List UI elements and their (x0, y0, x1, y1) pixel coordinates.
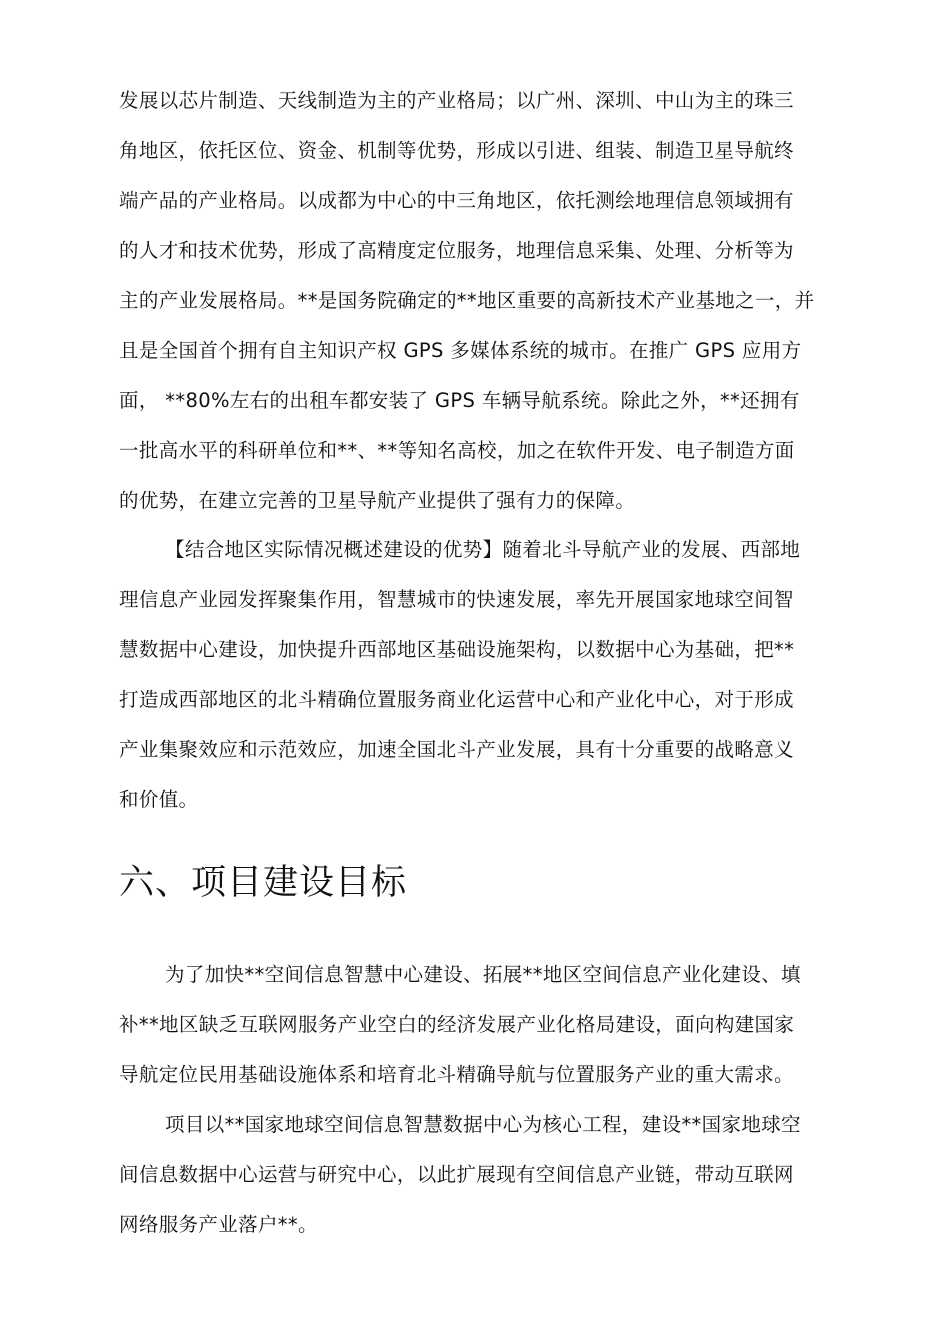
text-line: 主的产业发展格局。**是国务院确定的**地区重要的高新技术产业基地之一，并 (119, 289, 815, 312)
text-line: 的人才和技术优势，形成了高精度定位服务，地理信息采集、处理、分析等为 (119, 239, 794, 262)
text-line: 产业集聚效应和示范效应，加速全国北斗产业发展，具有十分重要的战略意义 (119, 738, 794, 761)
text-line: 慧数据中心建设，加快提升西部地区基础设施架构，以数据中心为基础，把** (119, 638, 795, 661)
text-line: 间信息数据中心运营与研究中心，以此扩展现有空间信息产业链，带动互联网 (119, 1163, 794, 1186)
text-line: 发展以芯片制造、天线制造为主的产业格局；以广州、深圳、中山为主的珠三 (119, 89, 794, 112)
text-line: 补**地区缺乏互联网服务产业空白的经济发展产业化格局建设，面向构建国家 (119, 1013, 795, 1036)
text-line: 的优势，在建立完善的卫星导航产业提供了强有力的保障。 (119, 489, 636, 512)
text-line: 为了加快**空间信息智慧中心建设、拓展**地区空间信息产业化建设、填 (165, 963, 801, 986)
section-heading: 六、项目建设目标 (119, 863, 408, 903)
text-line: 角地区，依托区位、资金、机制等优势，形成以引进、组装、制造卫星导航终 (119, 139, 794, 162)
text-line: 导航定位民用基础设施体系和培育北斗精确导航与位置服务产业的重大需求。 (119, 1063, 794, 1086)
text-line: 端产品的产业格局。以成都为中心的中三角地区，依托测绘地理信息领域拥有 (119, 189, 794, 212)
text-line: 理信息产业园发挥聚集作用，智慧城市的快速发展，率先开展国家地球空间智 (119, 588, 794, 611)
text-line: 面， **80%左右的出租车都安装了 GPS 车辆导航系统。除此之外，**还拥有 (119, 389, 800, 412)
text-line: 网络服务产业落户**。 (119, 1213, 318, 1236)
text-line: 一批高水平的科研单位和**、**等知名高校，加之在软件开发、电子制造方面 (119, 439, 795, 462)
text-line: 【结合地区实际情况概述建设的优势】随着北斗导航产业的发展、西部地 (165, 538, 801, 561)
text-line: 项目以**国家地球空间信息智慧数据中心为核心工程，建设**国家地球空 (165, 1113, 801, 1136)
text-line: 打造成西部地区的北斗精确位置服务商业化运营中心和产业化中心，对于形成 (119, 688, 794, 711)
text-line: 和价值。 (119, 788, 199, 811)
text-line: 且是全国首个拥有自主知识产权 GPS 多媒体系统的城市。在推广 GPS 应用方 (119, 339, 802, 362)
